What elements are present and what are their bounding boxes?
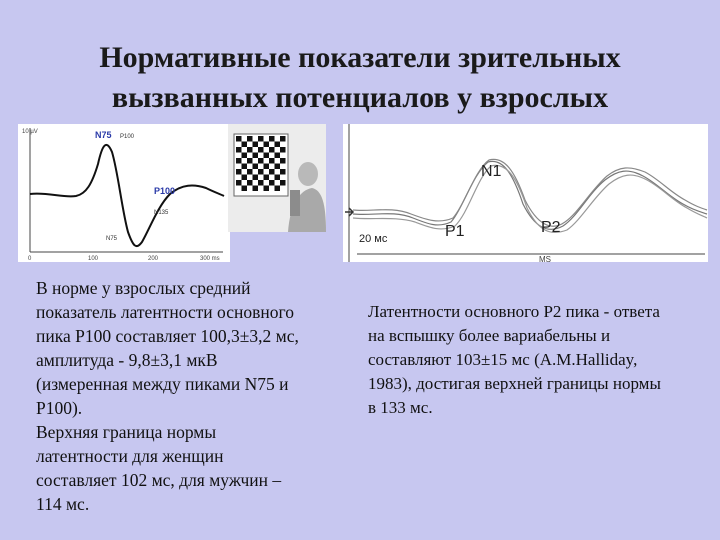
checker-square: [242, 153, 248, 159]
checker-square: [253, 164, 259, 170]
right-description: [368, 300, 713, 420]
n1-label: N1: [481, 163, 502, 180]
checker-square: [275, 142, 281, 148]
checker-square: [275, 164, 281, 170]
checker-square: [253, 186, 259, 192]
x-tick-100: 100: [88, 256, 99, 262]
checker-square: [264, 175, 270, 181]
title-line-1: Нормативные показатели зрительных: [99, 41, 621, 74]
checker-square: [280, 147, 286, 153]
vep-waveform-svg: [18, 124, 230, 262]
checker-square: [236, 169, 242, 175]
checker-square: [269, 158, 275, 164]
checker-square: [236, 180, 242, 186]
flash-vep-chart: [343, 124, 708, 262]
checker-square: [247, 147, 253, 153]
left-text-line: В норме у взрослых средний: [36, 278, 251, 298]
checker-square: [253, 142, 259, 148]
checker-square: [253, 175, 259, 181]
p100-label: P100: [154, 186, 176, 196]
slide-title: [40, 38, 680, 118]
right-text-line: Латентности основного P2 пика - ответа: [368, 302, 660, 321]
vep-waveform-line: [30, 145, 224, 246]
checker-square: [258, 180, 264, 186]
p1-label: P1: [445, 223, 465, 240]
checker-square: [258, 169, 264, 175]
x-tick-0: 0: [28, 256, 32, 262]
x-tick-200: 200: [148, 256, 159, 262]
checker-square: [264, 142, 270, 148]
checker-square: [280, 180, 286, 186]
p2-label: P2: [541, 219, 561, 236]
checker-square: [280, 136, 286, 142]
p100-label-small: P100: [120, 134, 135, 140]
checker-square: [242, 142, 248, 148]
checker-square: [264, 153, 270, 159]
right-text-line: 1983), достигая верхней границы нормы: [368, 374, 661, 393]
x-axis-label: MS: [539, 255, 551, 262]
checker-square: [236, 158, 242, 164]
checker-square: [236, 136, 242, 142]
left-text-line: латентности для женщин: [36, 446, 224, 466]
left-text-line: амплитуда - 9,8±3,1 мкВ: [36, 350, 218, 370]
right-text-line: в 133 мс.: [368, 398, 433, 417]
left-text-line: (измеренная между пиками N75 и: [36, 374, 289, 394]
checker-square: [264, 164, 270, 170]
x-tick-300: 300 ms: [200, 256, 220, 262]
trace-3: [353, 165, 707, 232]
checker-square: [253, 153, 259, 159]
checker-square: [269, 136, 275, 142]
patient-photo: [228, 124, 326, 232]
n75-label-bottom: N75: [106, 236, 118, 242]
checker-square: [280, 158, 286, 164]
left-text-line: Верхняя граница нормы: [36, 422, 217, 442]
checker-square: [269, 169, 275, 175]
right-text-line: на вспышку более вариабельны и: [368, 326, 611, 345]
checker-square: [247, 169, 253, 175]
y-unit-label: 10 µV: [22, 129, 38, 135]
left-text-line: пика P100 составляет 100,3±3,2 мс,: [36, 326, 299, 346]
n135-label: N135: [154, 210, 169, 216]
checker-square: [247, 180, 253, 186]
checker-square: [269, 147, 275, 153]
vep-waveform-chart: [18, 124, 230, 262]
checker-square: [258, 147, 264, 153]
checker-square: [247, 136, 253, 142]
checker-square: [258, 158, 264, 164]
left-description: [36, 276, 346, 516]
right-text-line: составляют 103±15 мс (A.M.Halliday,: [368, 350, 638, 369]
checker-square: [258, 136, 264, 142]
checker-square: [280, 169, 286, 175]
scale-label: 20 мс: [359, 233, 388, 245]
checker-square: [242, 164, 248, 170]
checker-square: [275, 175, 281, 181]
checker-square: [242, 175, 248, 181]
title-line-2: вызванных потенциалов у взрослых: [111, 81, 609, 114]
trace-1: [353, 161, 707, 229]
checker-square: [236, 147, 242, 153]
checker-square: [275, 186, 281, 192]
left-text-line: 114 мс.: [36, 494, 90, 514]
flash-vep-svg: [343, 124, 708, 262]
checker-square: [242, 186, 248, 192]
checker-square: [275, 153, 281, 159]
left-text-line: составляет 102 мс, для мужчин –: [36, 470, 282, 490]
left-text-line: P100).: [36, 398, 83, 418]
left-text-line: показатель латентности основного: [36, 302, 294, 322]
checker-square: [269, 180, 275, 186]
n75-label-top: N75: [95, 130, 112, 140]
checker-square: [247, 158, 253, 164]
checkerboard-stimulus-icon: [228, 124, 326, 232]
checker-square: [264, 186, 270, 192]
